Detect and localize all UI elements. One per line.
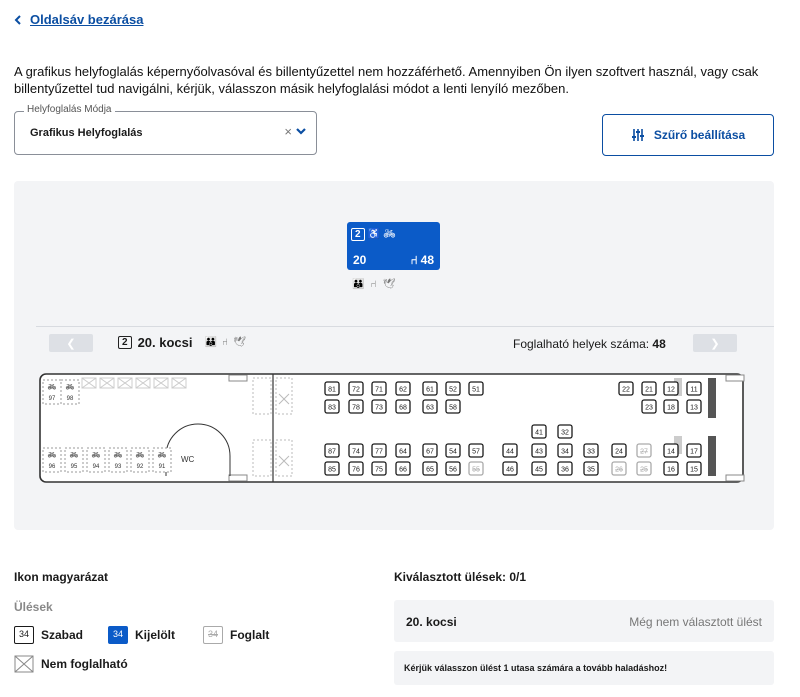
clear-icon[interactable]: × [284, 124, 292, 139]
legend-occupied-icon: 34 [203, 626, 223, 644]
seat-number: 26 [615, 466, 623, 474]
seat-66[interactable] [396, 462, 410, 475]
seat-25 [637, 462, 651, 475]
seat-number: 61 [426, 386, 434, 394]
wagon-number: 20 [353, 253, 367, 267]
seat-51[interactable] [469, 382, 483, 395]
seat-number: 83 [328, 404, 336, 412]
seat-number: 77 [375, 448, 383, 456]
seat-17[interactable] [687, 444, 701, 457]
seat-number: 24 [615, 448, 623, 456]
legend-selected [108, 626, 175, 644]
next-car-button[interactable] [693, 334, 737, 352]
seat-number: 41 [535, 429, 543, 437]
wheelchair-icon: ♿ [367, 229, 381, 240]
seat-27 [637, 444, 651, 457]
seat-33[interactable] [584, 444, 598, 457]
sliders-icon [631, 128, 645, 142]
car-title [118, 335, 246, 350]
seat-number: 23 [645, 404, 653, 412]
seat-13[interactable] [687, 400, 701, 413]
seat-number: 12 [667, 386, 675, 394]
legend-unavailable [14, 655, 128, 673]
legend-title: Ikon magyarázat [14, 570, 109, 584]
quiet-zone-icon: 🕊︎ [232, 337, 246, 348]
bike-spot-94[interactable] [87, 448, 105, 472]
seat-number: 85 [328, 466, 336, 474]
seat-number: 15 [690, 466, 698, 474]
seat-number: 21 [645, 386, 653, 394]
legend-selected-label: Kijelölt [135, 628, 176, 642]
divider [36, 326, 774, 327]
seat-number: 65 [426, 466, 434, 474]
seat-36[interactable] [558, 462, 572, 475]
seat-number: 56 [449, 466, 457, 474]
seat-58[interactable] [446, 400, 460, 413]
bike-spot-number: 96 [48, 464, 56, 470]
seat-number: 81 [328, 386, 336, 394]
seat-icon: ⑁ [410, 253, 418, 267]
seat-number: 36 [561, 466, 569, 474]
family-icon: 👪︎ [352, 279, 365, 290]
wagon-amenities [352, 279, 395, 290]
seat-35[interactable] [584, 462, 598, 475]
wagon-card-20[interactable] [347, 222, 440, 270]
booking-mode-value: Grafikus Helyfoglalás [30, 127, 143, 139]
seat-number: 27 [640, 448, 648, 456]
car-name: 20. kocsi [137, 335, 193, 350]
seat-number: 51 [472, 386, 480, 394]
car-seat-map [39, 372, 745, 484]
seat-44[interactable] [503, 444, 517, 457]
seat-85[interactable] [325, 462, 339, 475]
bike-spot-93[interactable] [109, 448, 127, 472]
bike-spot-97[interactable] [43, 380, 61, 404]
seat-number: 32 [561, 429, 569, 437]
wc-label: WC [181, 455, 195, 464]
seat-number: 22 [622, 386, 630, 394]
bicycle-icon: 🚲︎ [135, 452, 145, 459]
accessibility-notice: A grafikus helyfoglalás képernyőolvasóval és billentyűzettel nem hozzáférhető. Amennyiben Ön ilyen szoftvert használ, vagy csak billentyűzettel tud navigálni, kérjük, válasszon másik helyfoglalási módot a lenti lenyíló mezőben. [14, 64, 759, 96]
prev-car-button[interactable] [49, 334, 93, 352]
bike-spot-95[interactable] [65, 448, 83, 472]
bike-spot-96[interactable] [43, 448, 61, 472]
seat-14[interactable] [664, 444, 678, 457]
seat-number: 13 [690, 404, 698, 412]
seat-32[interactable] [558, 425, 572, 438]
seat-16[interactable] [664, 462, 678, 475]
bicycle-icon: 🚲︎ [383, 229, 396, 240]
seat-22[interactable] [619, 382, 633, 395]
bike-spot-number: 91 [158, 464, 166, 470]
unavailable-icon [14, 655, 34, 673]
seat-number: 75 [375, 466, 383, 474]
quiet-zone-icon: 🕊︎ [382, 279, 396, 290]
seat-number: 17 [690, 448, 698, 456]
selection-hint: Kérjük válasszon ülést 1 utasa számára a tovább haladáshoz! [394, 651, 774, 685]
wagon-seat-count: 48 [420, 253, 434, 267]
available-seats [513, 337, 666, 351]
bicycle-icon: 🚲︎ [113, 452, 123, 459]
filter-settings-button[interactable] [602, 114, 774, 156]
seat-number: 45 [535, 466, 543, 474]
bicycle-icon: 🚲︎ [69, 452, 79, 459]
seat-62[interactable] [396, 382, 410, 395]
legend-free-icon: 34 [14, 626, 34, 644]
seat-number: 78 [352, 404, 360, 412]
seat-64[interactable] [396, 444, 410, 457]
seat-number: 16 [667, 466, 675, 474]
seat-65[interactable] [423, 462, 437, 475]
seat-54[interactable] [446, 444, 460, 457]
seat-number: 68 [399, 404, 407, 412]
seat-81[interactable] [325, 382, 339, 395]
seat-number: 71 [375, 386, 383, 394]
bicycle-icon: 🚲︎ [157, 452, 167, 459]
chevron-right-icon: ❯ [710, 337, 720, 350]
seat-number: 57 [472, 448, 480, 456]
seat-75[interactable] [372, 462, 386, 475]
seat-number: 66 [399, 466, 407, 474]
selected-seats-title: Kiválasztott ülések: 0/1 [394, 570, 527, 584]
selected-car-name: 20. kocsi [406, 615, 457, 629]
seat-number: 44 [506, 448, 514, 456]
seat-76[interactable] [349, 462, 363, 475]
seat-number: 63 [426, 404, 434, 412]
seat-46[interactable] [503, 462, 517, 475]
booking-mode-select[interactable] [14, 104, 317, 155]
bike-spot-number: 94 [92, 464, 100, 470]
seat-number: 25 [640, 466, 648, 474]
seat-number: 34 [561, 448, 569, 456]
seat-number: 73 [375, 404, 383, 412]
seat-71[interactable] [372, 382, 386, 395]
bike-spot-number: 95 [70, 464, 78, 470]
legend-subtitle: Ülések [14, 600, 53, 614]
seat-24[interactable] [612, 444, 626, 457]
bike-spot-number: 98 [66, 396, 74, 402]
family-icon: 👪︎ [204, 337, 217, 348]
seat-number: 54 [449, 448, 457, 456]
seat-number: 58 [449, 404, 457, 412]
seat-57[interactable] [469, 444, 483, 457]
seat-number: 52 [449, 386, 457, 394]
seat-52[interactable] [446, 382, 460, 395]
wagon-class: 2 [351, 228, 365, 241]
seat-18[interactable] [664, 400, 678, 413]
seat-61[interactable] [423, 382, 437, 395]
seat-number: 64 [399, 448, 407, 456]
car-class: 2 [118, 336, 132, 349]
seat-45[interactable] [532, 462, 546, 475]
seat-12[interactable] [664, 382, 678, 395]
chevron-left-icon [14, 15, 22, 25]
legend-selected-icon: 34 [108, 626, 128, 644]
seat-34[interactable] [558, 444, 572, 457]
seat-77[interactable] [372, 444, 386, 457]
chevron-down-icon[interactable] [295, 126, 307, 136]
legend-free-label: Szabad [41, 628, 84, 642]
seat-41[interactable] [532, 425, 546, 438]
seat-number: 14 [667, 448, 675, 456]
seat-72[interactable] [349, 382, 363, 395]
bicycle-icon: 🚲︎ [65, 384, 75, 391]
bicycle-icon: 🚲︎ [47, 384, 57, 391]
legend-occupied-label: Foglalt [230, 628, 270, 642]
bike-spot-number: 93 [114, 464, 122, 470]
seat-74[interactable] [349, 444, 363, 457]
legend-free [14, 626, 83, 644]
selected-seat-status: Még nem választott ülést [629, 615, 762, 629]
close-sidebar-link[interactable] [14, 12, 143, 27]
seat-21[interactable] [642, 382, 656, 395]
seat-23[interactable] [642, 400, 656, 413]
seat-67[interactable] [423, 444, 437, 457]
seat-number: 33 [587, 448, 595, 456]
bicycle-icon: 🚲︎ [47, 452, 57, 459]
seat-83[interactable] [325, 400, 339, 413]
seat-number: 87 [328, 448, 336, 456]
seat-68[interactable] [396, 400, 410, 413]
seat-number: 62 [399, 386, 407, 394]
seat-number: 55 [472, 466, 480, 474]
selected-car-row [394, 600, 774, 642]
seat-26 [612, 462, 626, 475]
bike-spot-92[interactable] [131, 448, 149, 472]
seat-number: 76 [352, 466, 360, 474]
seat-11[interactable] [687, 382, 701, 395]
seat-56[interactable] [446, 462, 460, 475]
seat-number: 46 [506, 466, 514, 474]
seat-number: 18 [667, 404, 675, 412]
seat-number: 67 [426, 448, 434, 456]
close-sidebar-label: Oldalsáv bezárása [30, 12, 144, 27]
bike-spot-number: 92 [136, 464, 144, 470]
chevron-left-icon: ❮ [66, 337, 76, 350]
legend-occupied [203, 626, 269, 644]
seat-number: 74 [352, 448, 360, 456]
available-count: 48 [652, 337, 666, 351]
bike-spot-number: 97 [48, 396, 56, 402]
seat-87[interactable] [325, 444, 339, 457]
legend-unavailable-label: Nem foglalható [41, 657, 128, 671]
seat-number: 72 [352, 386, 360, 394]
seat-plus-icon: ⑁ [370, 279, 377, 290]
bike-spot-91[interactable] [153, 448, 171, 472]
filter-settings-label: Szűrő beállítása [653, 128, 746, 142]
bicycle-icon: 🚲︎ [91, 452, 101, 459]
seat-number: 35 [587, 466, 595, 474]
seat-plus-icon: ⑁ [221, 337, 228, 348]
seat-55 [469, 462, 483, 475]
booking-mode-legend: Helyfoglalás Módja [24, 104, 115, 115]
seat-number: 11 [690, 386, 698, 394]
seat-number: 43 [535, 448, 543, 456]
seat-78[interactable] [349, 400, 363, 413]
seat-15[interactable] [687, 462, 701, 475]
available-label: Foglalható helyek száma: [513, 337, 650, 351]
seat-63[interactable] [423, 400, 437, 413]
seat-73[interactable] [372, 400, 386, 413]
bike-spot-98[interactable] [61, 380, 79, 404]
seat-43[interactable] [532, 444, 546, 457]
